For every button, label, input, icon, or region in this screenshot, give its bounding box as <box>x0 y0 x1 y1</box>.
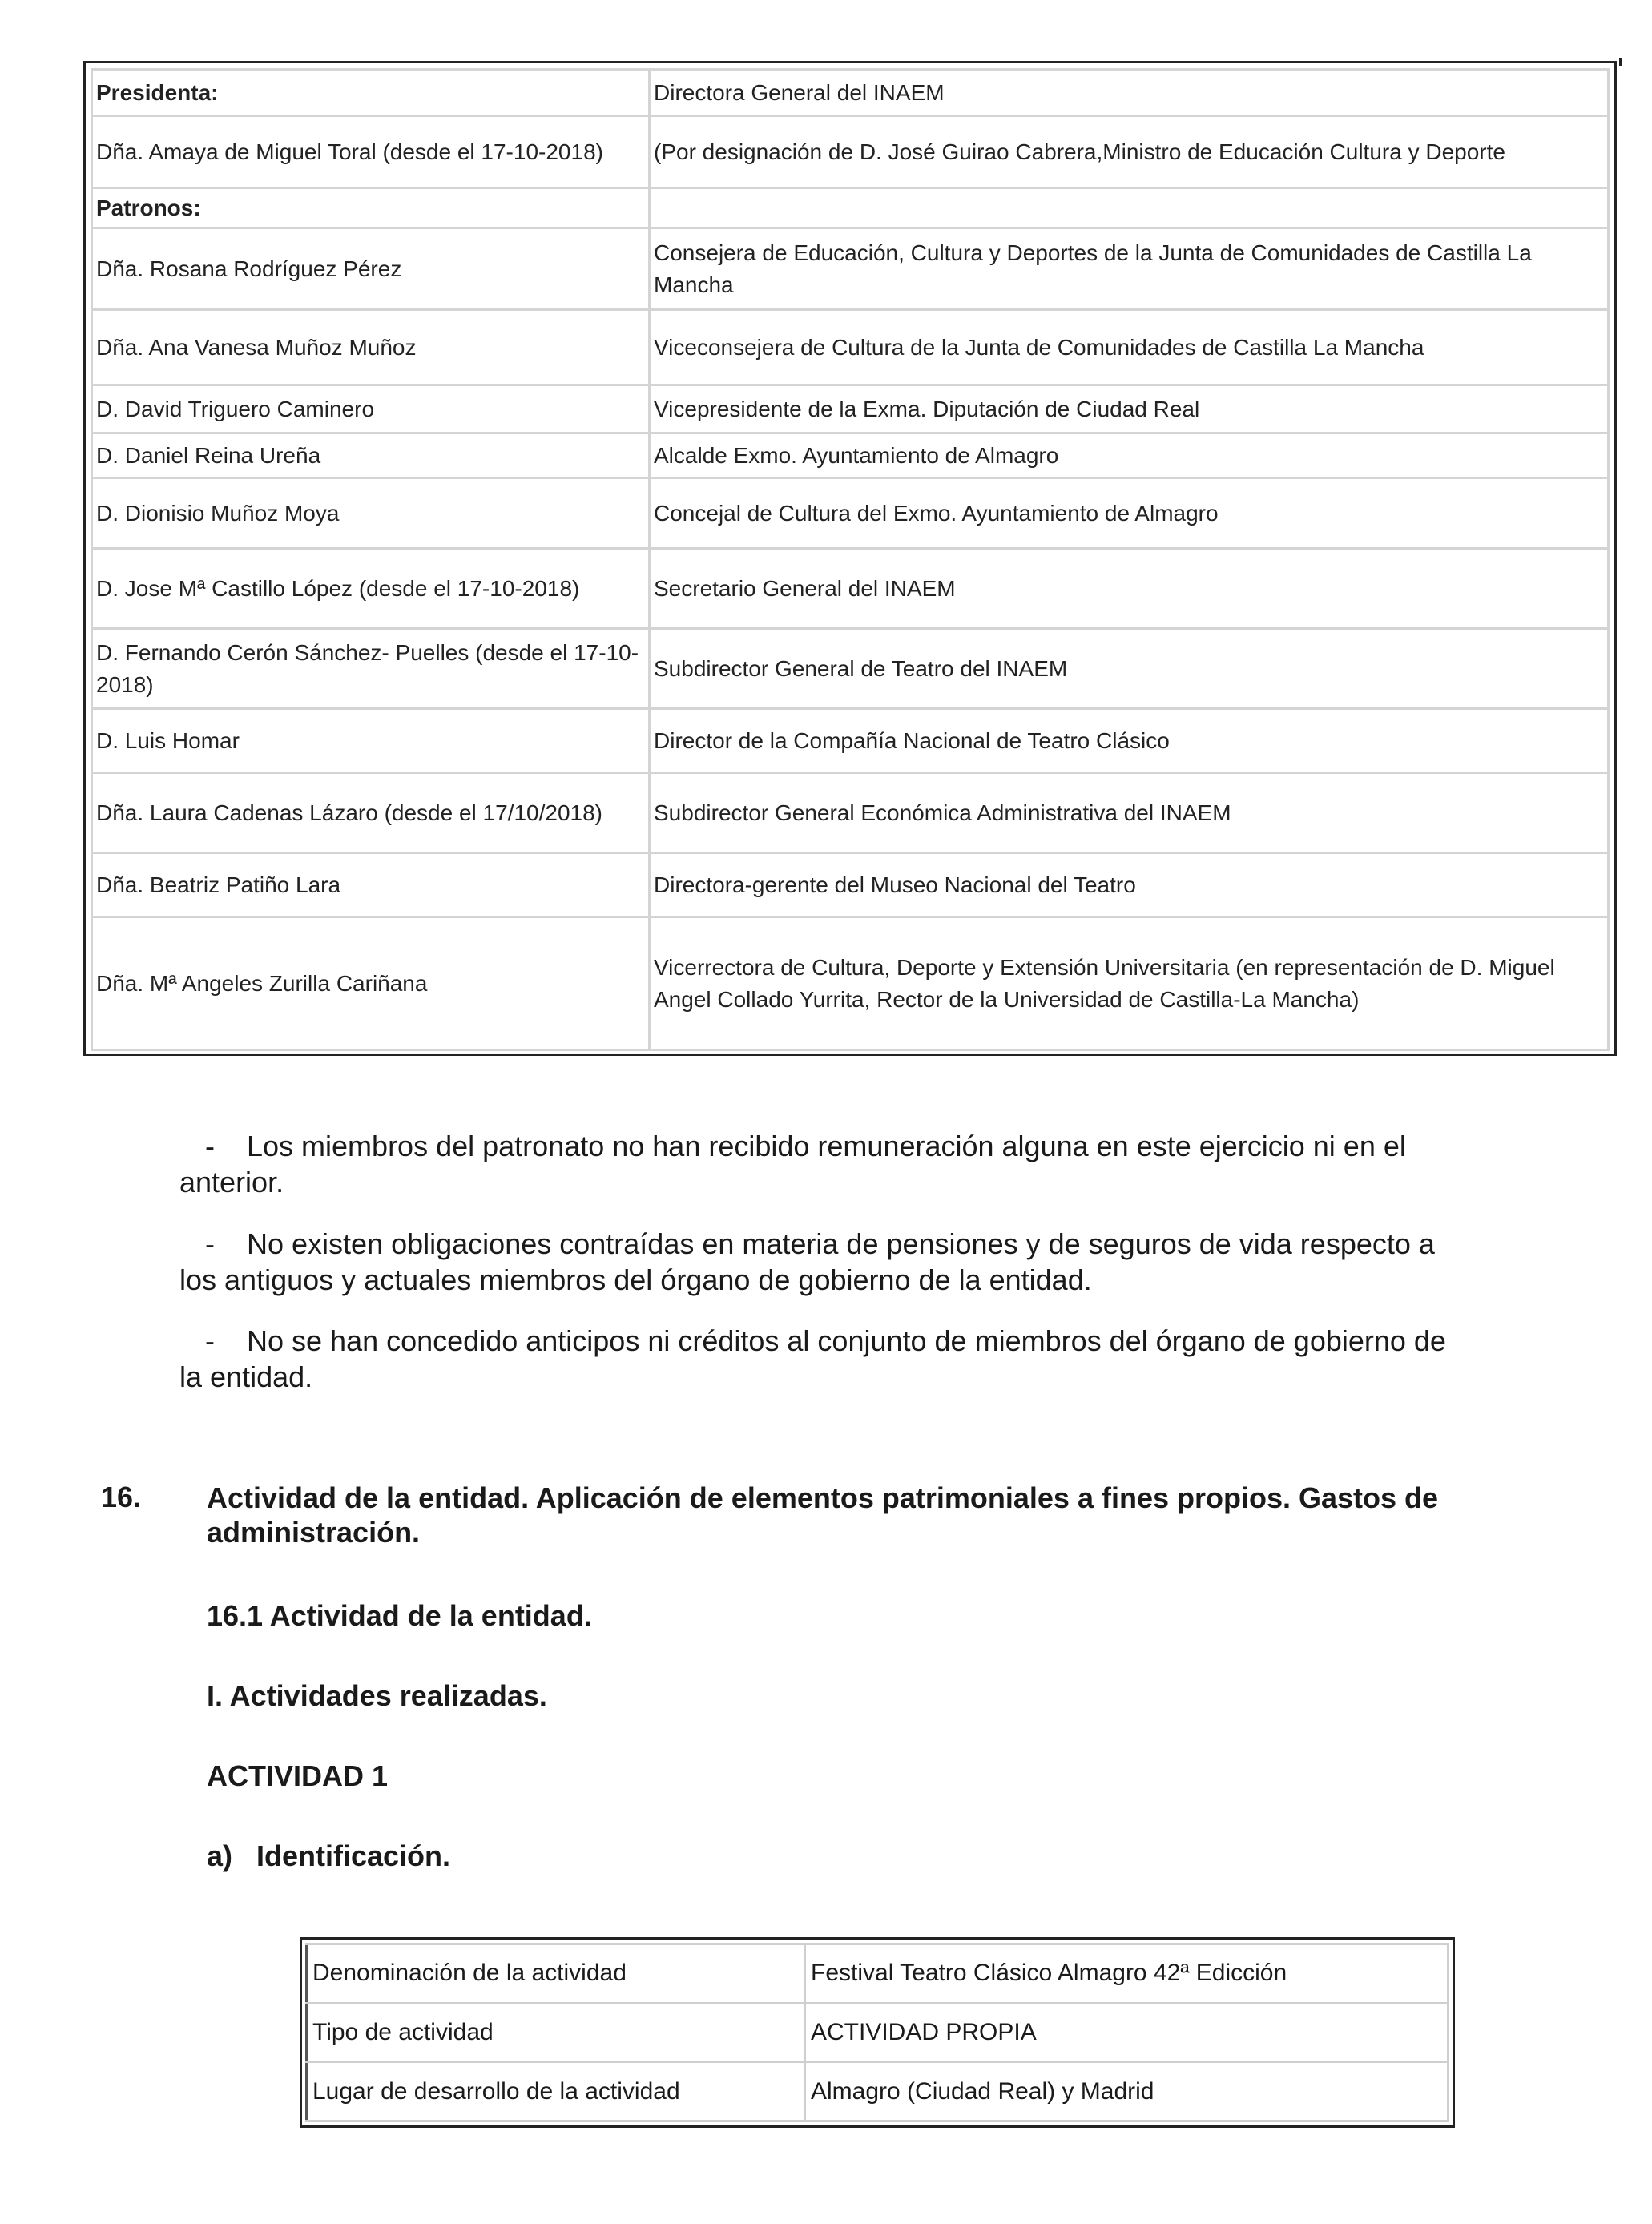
activity-grid <box>305 1943 1449 2122</box>
table-row <box>92 385 1609 433</box>
board-member-cell: Patronos: <box>92 188 650 228</box>
table-row <box>92 188 1609 228</box>
table-row <box>92 433 1609 478</box>
board-member-cell: Dña. Rosana Rodríguez Pérez <box>92 228 650 310</box>
board-role-cell: Consejera de Educación, Cultura y Deportes de la Junta de Comunidades de Castilla La Mancha <box>650 228 1609 310</box>
note-text: No se han concedido anticipos ni créditos al conjunto de miembros del órgano de gobierno de la entidad. <box>179 1324 1446 1393</box>
board-member-cell: Dña. Ana Vanesa Muñoz Muñoz <box>92 310 650 385</box>
board-role-cell: Directora General del INAEM <box>650 70 1609 116</box>
board-member-cell: D. Luis Homar <box>92 709 650 773</box>
board-role-cell <box>650 188 1609 228</box>
activity-key-cell: Tipo de actividad <box>307 2003 805 2062</box>
board-table <box>83 61 1617 1056</box>
activity-table <box>300 1937 1455 2128</box>
board-member-cell: Dña. Beatriz Patiño Lara <box>92 853 650 917</box>
table-row <box>92 549 1609 629</box>
activity-key-cell: Denominación de la actividad <box>307 1944 805 2004</box>
table-row <box>92 709 1609 773</box>
activity-key-cell: Lugar de desarrollo de la actividad <box>307 2062 805 2121</box>
table-row <box>92 917 1609 1050</box>
table-row <box>92 70 1609 116</box>
board-member-cell: Dña. Laura Cadenas Lázaro (desde el 17/10/2018) <box>92 773 650 853</box>
table-row <box>307 2062 1449 2121</box>
board-member-cell: Dña. Mª Angeles Zurilla Cariñana <box>92 917 650 1050</box>
note-paragraph <box>179 1128 1461 1200</box>
board-role-cell: (Por designación de D. José Guirao Cabrera,Ministro de Educación Cultura y Deporte <box>650 116 1609 188</box>
board-role-cell: Viceconsejera de Cultura de la Junta de Comunidades de Castilla La Mancha <box>650 310 1609 385</box>
table-row <box>92 478 1609 549</box>
activity-value-cell: Almagro (Ciudad Real) y Madrid <box>805 2062 1449 2121</box>
board-member-cell: D. Fernando Cerón Sánchez- Puelles (desde el 17-10-2018) <box>92 629 650 709</box>
board-member-cell: D. Dionisio Muñoz Moya <box>92 478 650 549</box>
activity-heading: ACTIVIDAD 1 <box>207 1759 389 1792</box>
subsection-heading: 16.1 Actividad de la entidad. <box>207 1599 592 1632</box>
board-role-cell: Subdirector General de Teatro del INAEM <box>650 629 1609 709</box>
activity-value-cell: ACTIVIDAD PROPIA <box>805 2003 1449 2062</box>
table-row <box>92 116 1609 188</box>
table-row <box>92 853 1609 917</box>
section-title: Actividad de la entidad. Aplicación de elementos patrimoniales a fines propios. Gastos de administración. <box>207 1481 1439 1549</box>
board-role-cell: Alcalde Exmo. Ayuntamiento de Almagro <box>650 433 1609 478</box>
note-text: Los miembros del patronato no han recibido remuneración alguna en este ejercicio ni en el anterior. <box>179 1130 1406 1199</box>
board-member-cell: Presidenta: <box>92 70 650 116</box>
table-row <box>307 2003 1449 2062</box>
item-heading <box>207 1839 450 1873</box>
board-member-cell: D. David Triguero Caminero <box>92 385 650 433</box>
board-grid <box>91 68 1610 1051</box>
subsection-heading: I. Actividades realizadas. <box>207 1679 547 1712</box>
board-member-cell: D. Jose Mª Castillo López (desde el 17-10-2018) <box>92 549 650 629</box>
dash-marker: - <box>205 1130 215 1162</box>
board-role-cell: Director de la Compañía Nacional de Teatro Clásico <box>650 709 1609 773</box>
board-role-cell: Secretario General del INAEM <box>650 549 1609 629</box>
board-role-cell: Subdirector General Económica Administrativa del INAEM <box>650 773 1609 853</box>
table-row <box>307 1944 1449 2004</box>
activity-value-cell: Festival Teatro Clásico Almagro 42ª Edicción <box>805 1944 1449 2004</box>
section-number: 16. <box>101 1481 142 1513</box>
table-row <box>92 629 1609 709</box>
board-role-cell: Directora-gerente del Museo Nacional del Teatro <box>650 853 1609 917</box>
board-role-cell: Concejal de Cultura del Exmo. Ayuntamiento de Almagro <box>650 478 1609 549</box>
table-row <box>92 773 1609 853</box>
dash-marker: - <box>205 1227 215 1260</box>
board-member-cell: D. Daniel Reina Ureña <box>92 433 650 478</box>
board-role-cell: Vicepresidente de la Exma. Diputación de Ciudad Real <box>650 385 1609 433</box>
item-text: Identificación. <box>256 1839 451 1872</box>
board-role-cell: Vicerrectora de Cultura, Deporte y Extensión Universitaria (en representación de D. Miguel Angel Collado Yurrita, Rector de la Universidad de Castilla-La Mancha) <box>650 917 1609 1050</box>
note-text: No existen obligaciones contraídas en materia de pensiones y de seguros de vida respecto a los antiguos y actuales miembros del órgano de gobierno de la entidad. <box>179 1227 1435 1296</box>
board-member-cell: Dña. Amaya de Miguel Toral (desde el 17-10-2018) <box>92 116 650 188</box>
note-paragraph <box>179 1323 1461 1395</box>
item-label: a) <box>207 1839 233 1872</box>
table-row <box>92 228 1609 310</box>
dash-marker: - <box>205 1324 215 1357</box>
table-row <box>92 310 1609 385</box>
note-paragraph <box>179 1226 1461 1298</box>
